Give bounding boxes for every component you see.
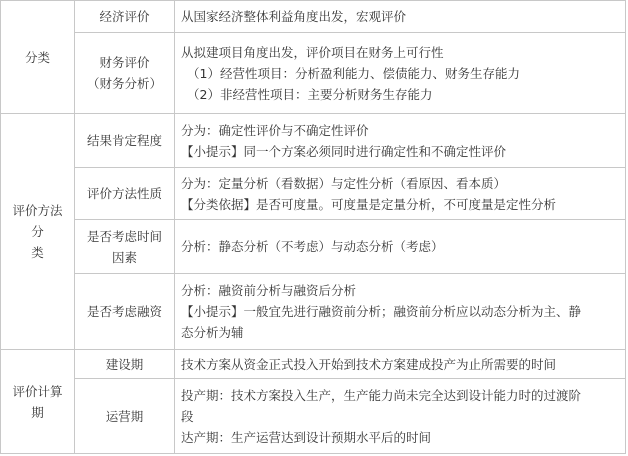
description-line: 达产期：生产运营达到设计预期水平后的时间 — [181, 429, 432, 445]
table-row — [1, 220, 626, 274]
description-line: 态分析为辅 — [181, 325, 244, 340]
description-line: 技术方案从资金正式投入开始到技术方案建成投产为止所需要的时间 — [181, 356, 557, 372]
subcategory-cell — [75, 220, 175, 274]
subcategory-cell — [75, 114, 175, 168]
subcategory-label: （财务分析） — [86, 76, 162, 91]
subcategory-label: 因素 — [111, 249, 137, 265]
description-cell — [175, 1, 626, 33]
table-row — [1, 1, 626, 33]
category-cell — [1, 350, 75, 454]
subcategory-label: 是否考虑融资 — [86, 304, 162, 319]
description-line: （1）经营性项目：分析盈利能力、偿债能力、财务生存能力 — [187, 65, 520, 81]
subcategory-label: 是否考虑时间 — [86, 228, 162, 244]
subcategory-label: 财务评价 — [99, 55, 150, 70]
subcategory-cell — [75, 1, 175, 33]
subcategory-label: 建设期 — [105, 356, 144, 372]
subcategory-cell — [75, 350, 175, 379]
description-line: 分为：定量分析（看数据）与定性分析（看原因、看本质） — [181, 175, 507, 191]
description-line: 分为：确定性评价与不确定性评价 — [181, 122, 369, 138]
description-line: 投产期：技术方案投入生产，生产能力尚未完全达到设计能力时的过渡阶 — [181, 387, 582, 403]
description-line: （2）非经营性项目：主要分析财务生存能力 — [187, 86, 433, 102]
description-cell — [175, 168, 626, 220]
description-line: 分析：融资前分析与融资后分析 — [181, 283, 357, 298]
category-label: 类 — [31, 245, 44, 260]
category-label: 分类 — [24, 49, 50, 65]
description-cell — [175, 114, 626, 168]
category-label: 评价方法分 — [12, 203, 63, 239]
description-line: 从拟建项目角度出发，评价项目在财务上可行性 — [181, 44, 444, 60]
description-line: 【分类依据】是否可度量。可度量是定量分析，不可度量是定性分析 — [181, 196, 557, 212]
table-row — [1, 114, 626, 168]
description-line: 从国家经济整体利益角度出发，宏观评价 — [181, 9, 407, 24]
table-row — [1, 168, 626, 220]
table-row — [1, 350, 626, 379]
category-cell — [1, 114, 75, 350]
description-line: 【小提示】一般宜先进行融资前分析；融资前分析应以动态分析为主、静 — [181, 304, 582, 319]
table-row — [1, 33, 626, 114]
description-cell — [175, 274, 626, 350]
description-line: 段 — [181, 408, 194, 424]
description-line: 分析：静态分析（不考虑）与动态分析（考虑） — [181, 239, 444, 254]
description-cell — [175, 220, 626, 274]
subcategory-label: 经济评价 — [99, 9, 150, 24]
subcategory-cell — [75, 379, 175, 454]
table-row — [1, 274, 626, 350]
subcategory-cell — [75, 274, 175, 350]
subcategory-label: 结果肯定程度 — [86, 133, 162, 148]
category-label: 评价计算期 — [12, 383, 63, 420]
description-cell — [175, 33, 626, 114]
category-cell — [1, 1, 75, 114]
description-cell — [175, 379, 626, 454]
description-cell — [175, 350, 626, 379]
subcategory-cell — [75, 168, 175, 220]
table-row — [1, 379, 626, 454]
subcategory-label: 评价方法性质 — [86, 186, 162, 201]
subcategory-label: 运营期 — [105, 408, 144, 424]
subcategory-cell — [75, 33, 175, 114]
description-line: 【小提示】同一个方案必须同时进行确定性和不确定性评价 — [181, 143, 507, 159]
